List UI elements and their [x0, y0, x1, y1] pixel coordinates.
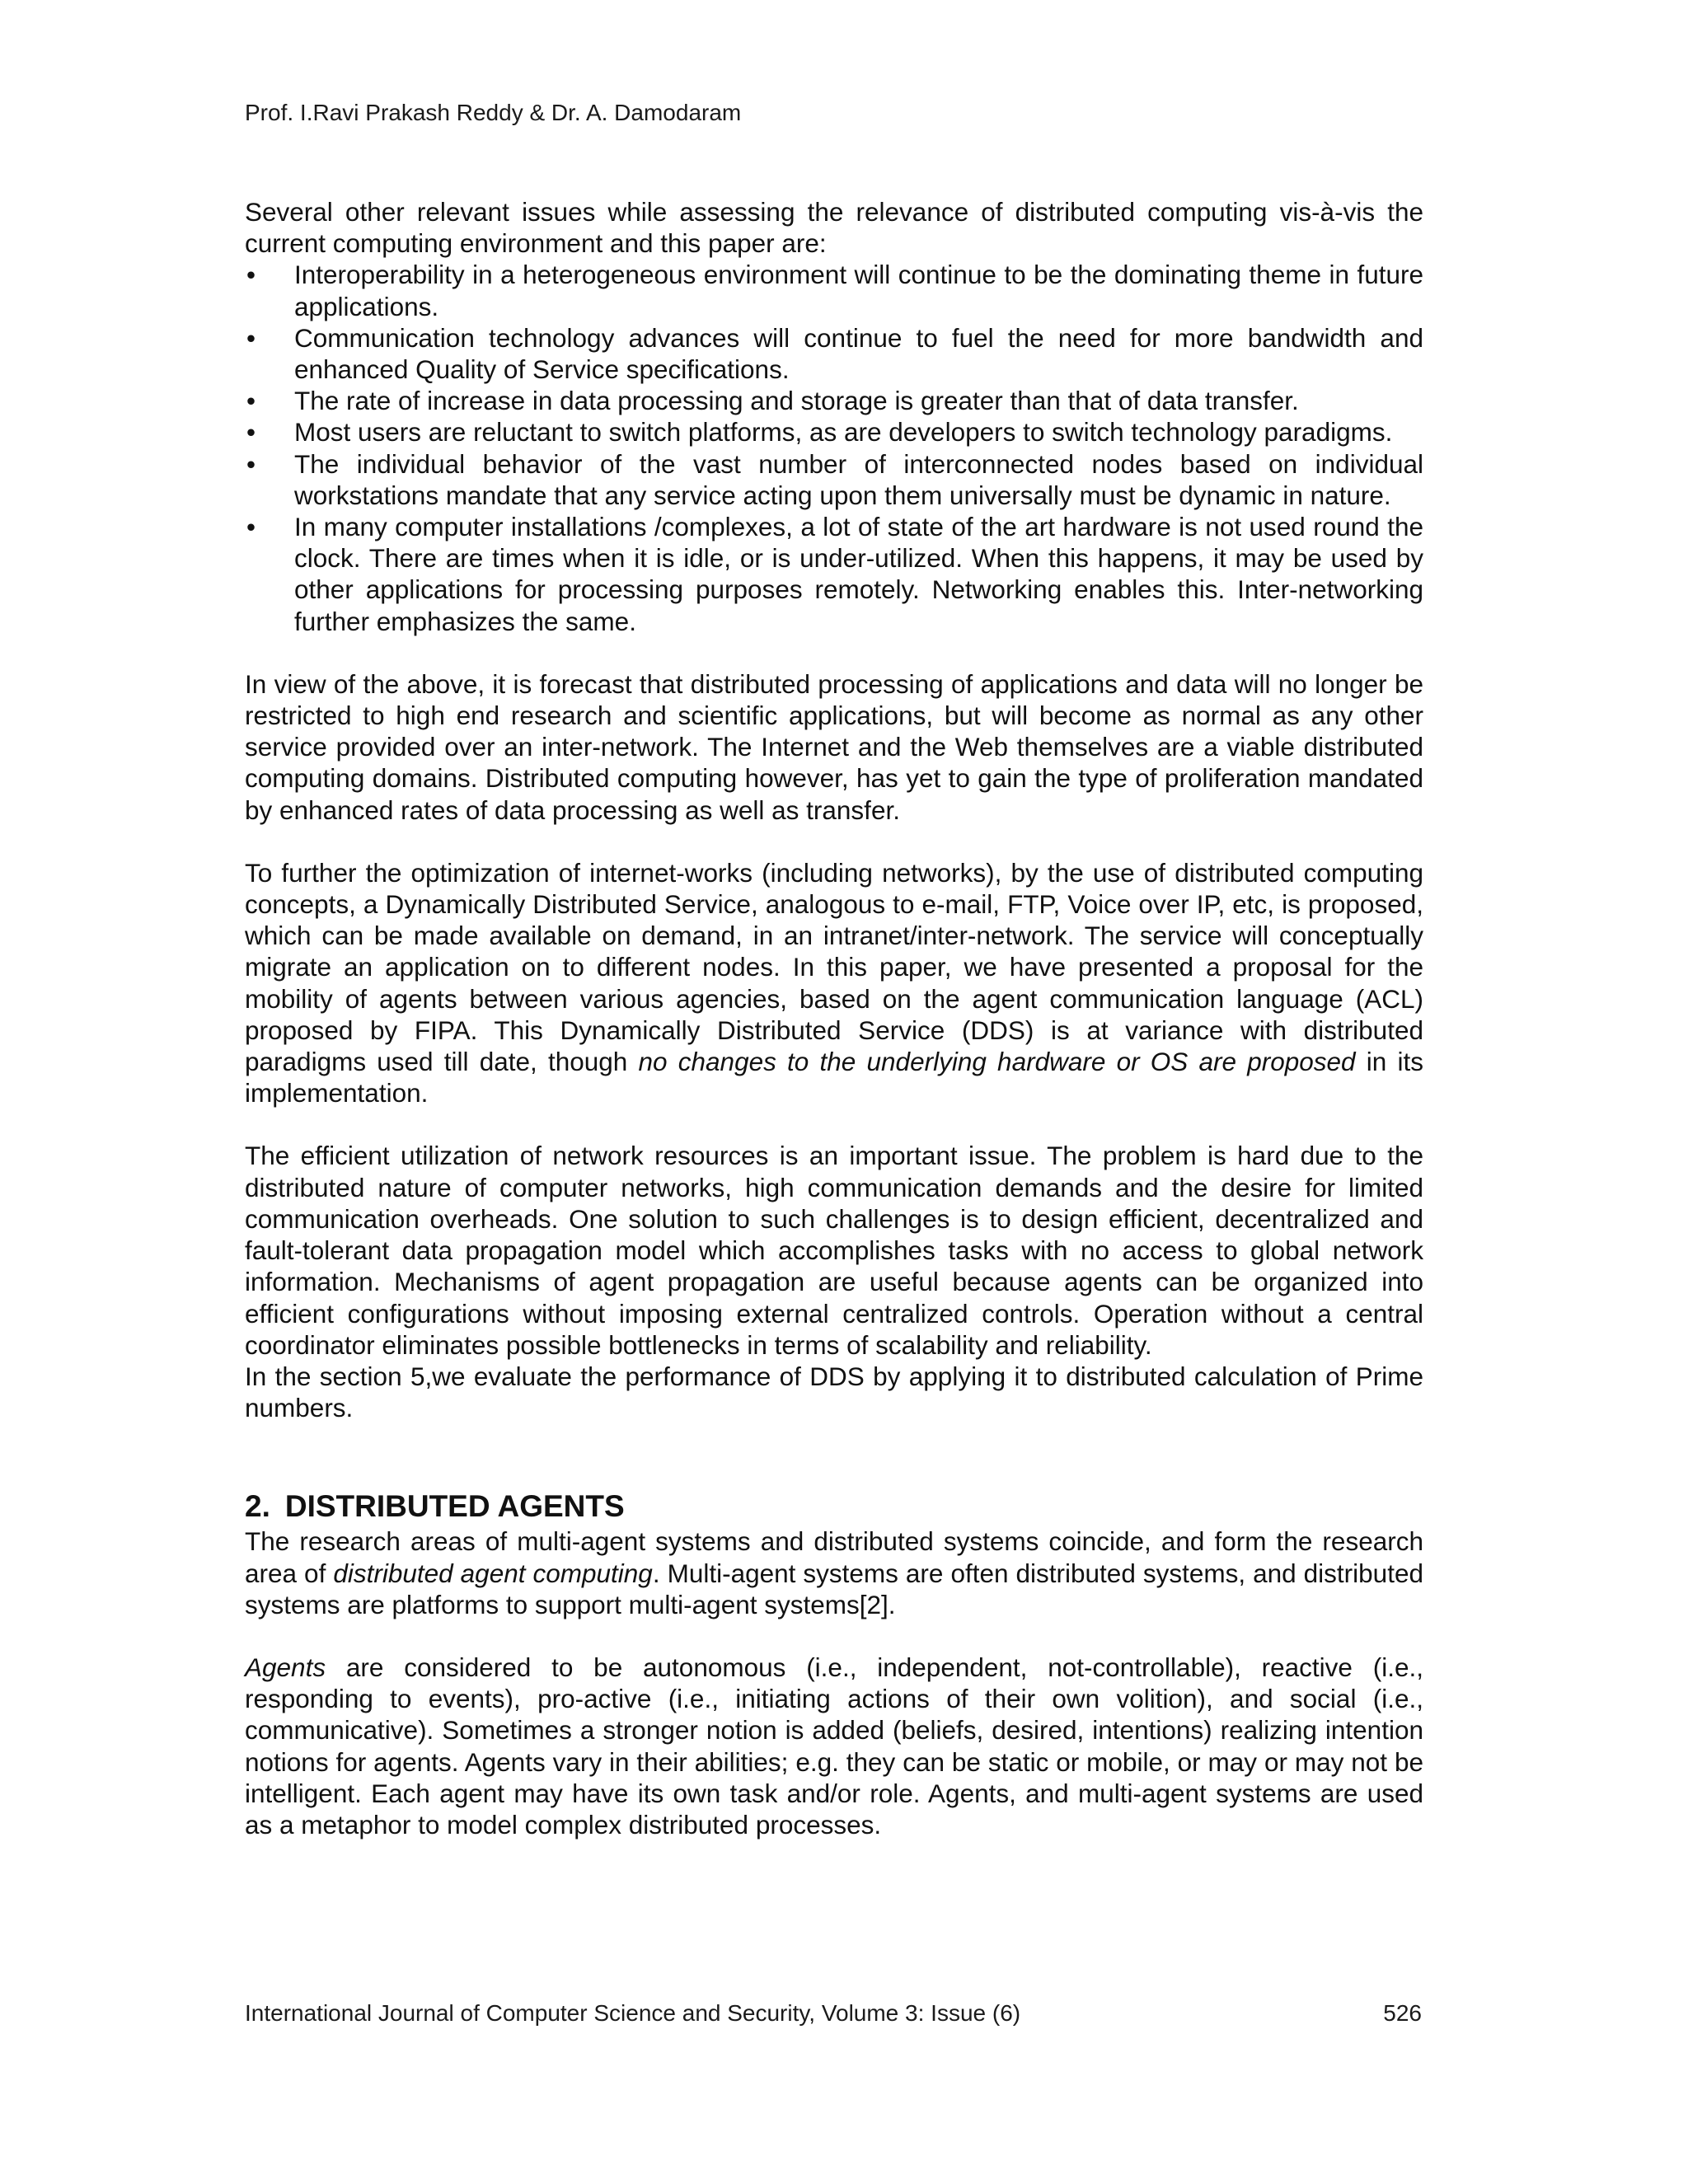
list-item-text: Interoperability in a heterogeneous environment will continue to be the dominating theme in future applications. — [294, 260, 1423, 321]
agents-definition-paragraph — [245, 1652, 1423, 1840]
list-item-text: The rate of increase in data processing and storage is greater than that of data transfer. — [294, 386, 1299, 416]
page-footer — [245, 1998, 1423, 2029]
section-number: 2. — [245, 1489, 270, 1524]
dds-proposal-emphasis: no changes to the underlying hardware or OS are proposed — [638, 1047, 1356, 1077]
research-areas-emphasis: distributed agent computing — [333, 1558, 653, 1588]
research-areas-text-end: . Multi-agent systems are often distributed systems, and distributed systems are platforms to support multi-agent systems[2]. — [245, 1558, 1423, 1619]
dds-proposal-paragraph — [245, 857, 1423, 1109]
dds-proposal-text-end: in its implementation. — [245, 1047, 1423, 1108]
bullet-marker: • — [246, 322, 256, 353]
research-areas-text-start: The research areas of multi-agent systems and distributed systems coincide, and form the research area of — [245, 1526, 1423, 1588]
list-item-text: Most users are reluctant to switch platforms, as are developers to switch technology paradigms. — [294, 417, 1393, 448]
issues-bullet-list — [245, 259, 1423, 636]
bullet-marker: • — [246, 448, 256, 479]
list-item — [245, 259, 1423, 321]
page-number: 526 — [1383, 2000, 1422, 2026]
section-title: DISTRIBUTED AGENTS — [284, 1489, 625, 1524]
agents-term: Agents — [245, 1652, 326, 1682]
section-heading — [245, 1488, 1423, 1526]
journal-citation: International Journal of Computer Science and Security, Volume 3: Issue (6) — [245, 2000, 1021, 2026]
bullet-marker: • — [246, 512, 256, 542]
list-item-text: In many computer installations /complexes, a lot of state of the art hardware is not used round the clock. There are times when it is idle, or is under-utilized. When this happens, it may be used by other applications for processing purposes remotely. Networking enables this. Inter-networking further emphasizes the same. — [294, 512, 1423, 636]
list-item — [245, 385, 1423, 416]
running-head-authors: Prof. I.Ravi Prakash Reddy & Dr. A. Damodaram — [245, 100, 742, 125]
list-item — [245, 416, 1423, 448]
list-item-text: Communication technology advances will continue to fuel the need for more bandwidth and enhanced Quality of Service specifications. — [294, 322, 1423, 385]
bullet-marker: • — [246, 417, 256, 448]
section5-pointer-paragraph: In the section 5,we evaluate the performance of DDS by applying it to distributed calculation of Prime numbers. — [245, 1361, 1423, 1423]
list-item — [245, 322, 1423, 385]
list-item-text: The individual behavior of the vast number of interconnected nodes based on individual workstations mandate that any service acting upon them universally must be dynamic in nature. — [294, 448, 1423, 510]
forecast-paragraph: In view of the above, it is forecast that distributed processing of applications and data will no longer be restricted to high end research and scientific applications, but will become as normal as any other service provided over an inter-network. The Internet and the Web themselves are a viable distributed computing domains. Distributed computing however, has yet to gain the type of proliferation mandated by enhanced rates of data processing as well as transfer. — [245, 668, 1423, 825]
agents-definition-text: are considered to be autonomous (i.e., independent, not-controllable), reactive (i.e., responding to events), pro-active (i.e., initiating actions of their own volition), and social (i.e., communicative). Sometimes a stronger notion is added (beliefs, desired, intentions) realizing intention notions for agents. Agents vary in their abilities; e.g. they can be static or mobile, or may or may not be intelligent. Each agent may have its own task and/or role. Agents, and multi-agent systems are used as a metaphor to model complex distributed processes. — [245, 1652, 1423, 1840]
list-item — [245, 448, 1423, 511]
bullet-marker: • — [246, 386, 256, 416]
research-areas-paragraph — [245, 1526, 1423, 1620]
network-resources-paragraph: The efficient utilization of network resources is an important issue. The problem is hard due to the distributed nature of computer networks, high communication demands and the desire for limited communication overheads. One solution to such challenges is to design efficient, decentralized and fault-tolerant data propagation model which accomplishes tasks with no access to global network information. Mechanisms of agent propagation are useful because agents can be organized into efficient configurations without imposing external centralized controls. Operation without a central coordinator eliminates possible bottlenecks in terms of scalability and reliability. — [245, 1141, 1423, 1360]
intro-lead-paragraph: Several other relevant issues while assessing the relevance of distributed computing vis-à-vis the current computing environment and this paper are: — [245, 197, 1423, 259]
bullet-marker: • — [246, 260, 256, 290]
list-item — [245, 511, 1423, 637]
dds-proposal-text-start: To further the optimization of internet-works (including networks), by the use of distributed computing concepts, a Dynamically Distributed Service, analogous to e-mail, FTP, Voice over IP, etc, is proposed, which can be made available on demand, in an intranet/inter-network. The service will conceptually migrate an application on to different nodes. In this paper, we have presented a proposal for the mobility of agents between various agencies, based on the agent communication language (ACL) proposed by FIPA. This Dynamically Distributed Service (DDS) is at variance with distributed paradigms used till date, though — [245, 857, 1423, 1077]
body-text — [245, 196, 1423, 1840]
paper-page — [245, 0, 1423, 2184]
